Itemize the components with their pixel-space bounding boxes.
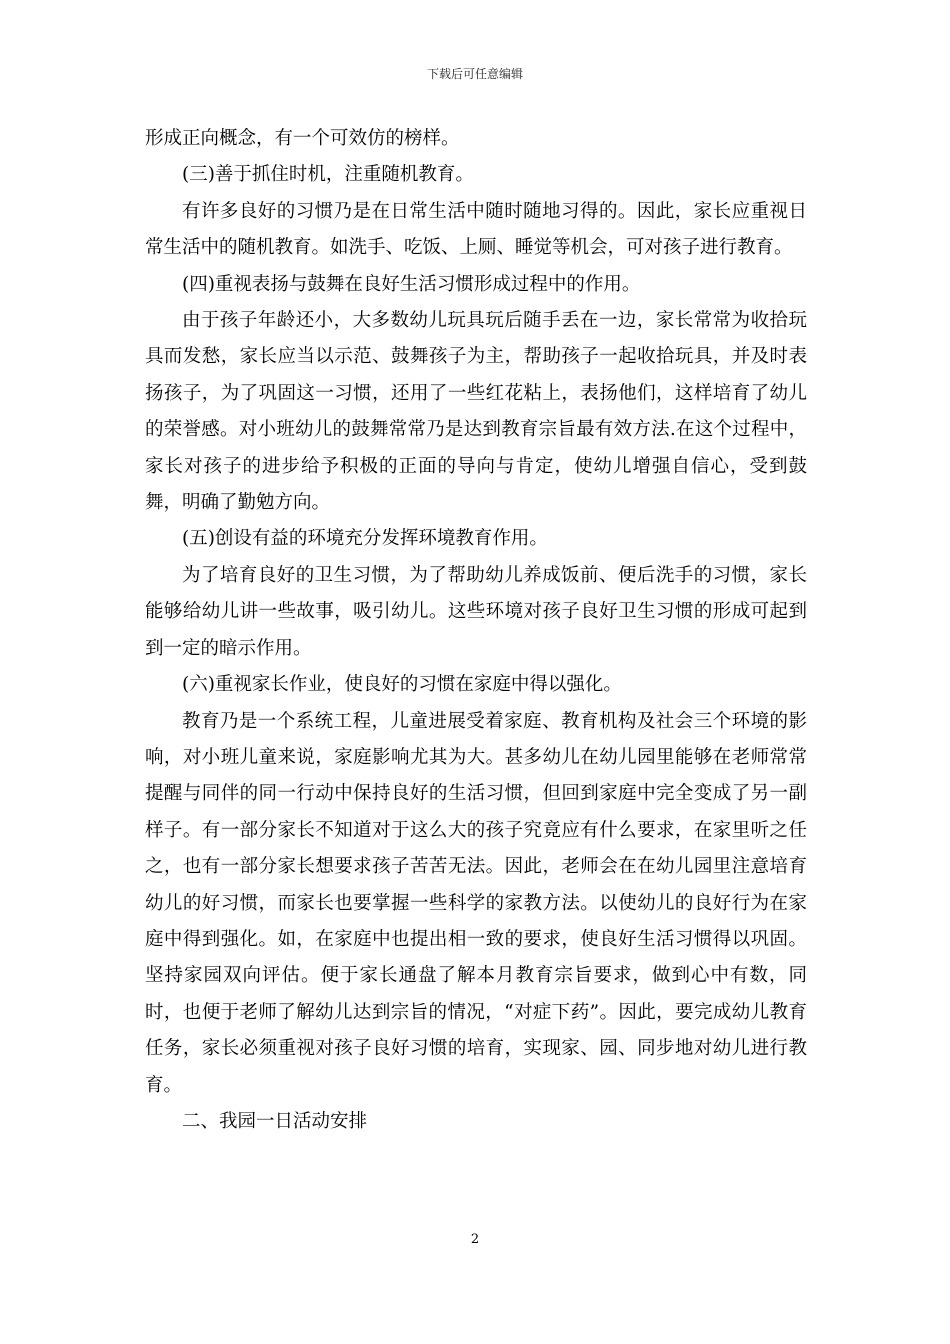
paragraph: 为了培育良好的卫生习惯，为了帮助幼儿养成饭前、便后洗手的习惯，家长能够给幼儿讲一些故事，吸引幼儿。这些环境对孩子良好卫生习惯的形成可起到到一定的暗示作用。 [145, 564, 807, 659]
paragraph: 有许多良好的习惯乃是在日常生活中随时随地习得的。因此，家长应重视日常生活中的随机教育。如洗手、吃饭、上厕、睡觉等机会，可对孩子进行教育。 [145, 200, 807, 259]
section-heading-3: (三)善于抓住时机，注重随机教育。 [182, 164, 474, 186]
section-heading-5: (五)创设有益的环境充分发挥环境教育作用。 [182, 528, 548, 550]
paragraph: 教育乃是一个系统工程，儿童进展受着家庭、教育机构及社会三个环境的影响，对小班儿童来说，家庭影响尤其为大。甚多幼儿在幼儿园里能够在老师常常提醒与同伴的同一行动中保持良好的生活习惯，但回到家庭中完全变成了另一副样子。有一部分家长不知道对于这么大的孩子究竟应有什么要求，在家里听之任之，也有一部分家长想要求孩子苦苦无法。因此，老师会在在幼儿园里注意培育幼儿的好习惯，而家长也要掌握一些科学的家教方法。以使幼儿的良好行为在家庭中得到强化。如，在家庭中也提出相一致的要求，使良好生活习惯得以巩固。坚持家园双向评估。便于家长通盘了解本月教育宗旨要求，做到心中有数，同时，也便于老师了解幼儿达到宗旨的情况，“对症下药”。因此，要完成幼儿教育任务，家长必须重视对孩子良好习惯的培育，实现家、园、同步地对幼儿进行教育。 [145, 710, 807, 1096]
section-heading-6: (六)重视家长作业，使良好的习惯在家庭中得以强化。 [182, 674, 622, 696]
page-header: 下载后可任意编辑 [426, 67, 523, 81]
document-body [145, 121, 807, 1140]
section-heading-4: (四)重视表扬与鼓舞在良好生活习惯形成过程中的作用。 [182, 273, 641, 295]
paragraph-continuation: 形成正向概念，有一个可效仿的榜样。 [145, 128, 460, 149]
paragraph: 由于孩子年龄还小，大多数幼儿玩具玩后随手丢在一边，家长常常为收拾玩具而发愁，家长应当以示范、鼓舞孩子为主，帮助孩子一起收拾玩具，并及时表扬孩子，为了巩固这一习惯，还用了一些红花粘上，表扬他们，这样培育了幼儿的荣誉感。对小班幼儿的鼓舞常常乃是达到教育宗旨最有效方法.在这个过程中，家长对孩子的进步给予积极的正面的导向与肯定，使幼儿增强自信心，受到鼓舞，明确了勤勉方向。 [145, 310, 807, 514]
section-heading-2: 二、我园一日活动安排 [182, 1110, 368, 1132]
page-number: 2 [470, 1232, 480, 1247]
